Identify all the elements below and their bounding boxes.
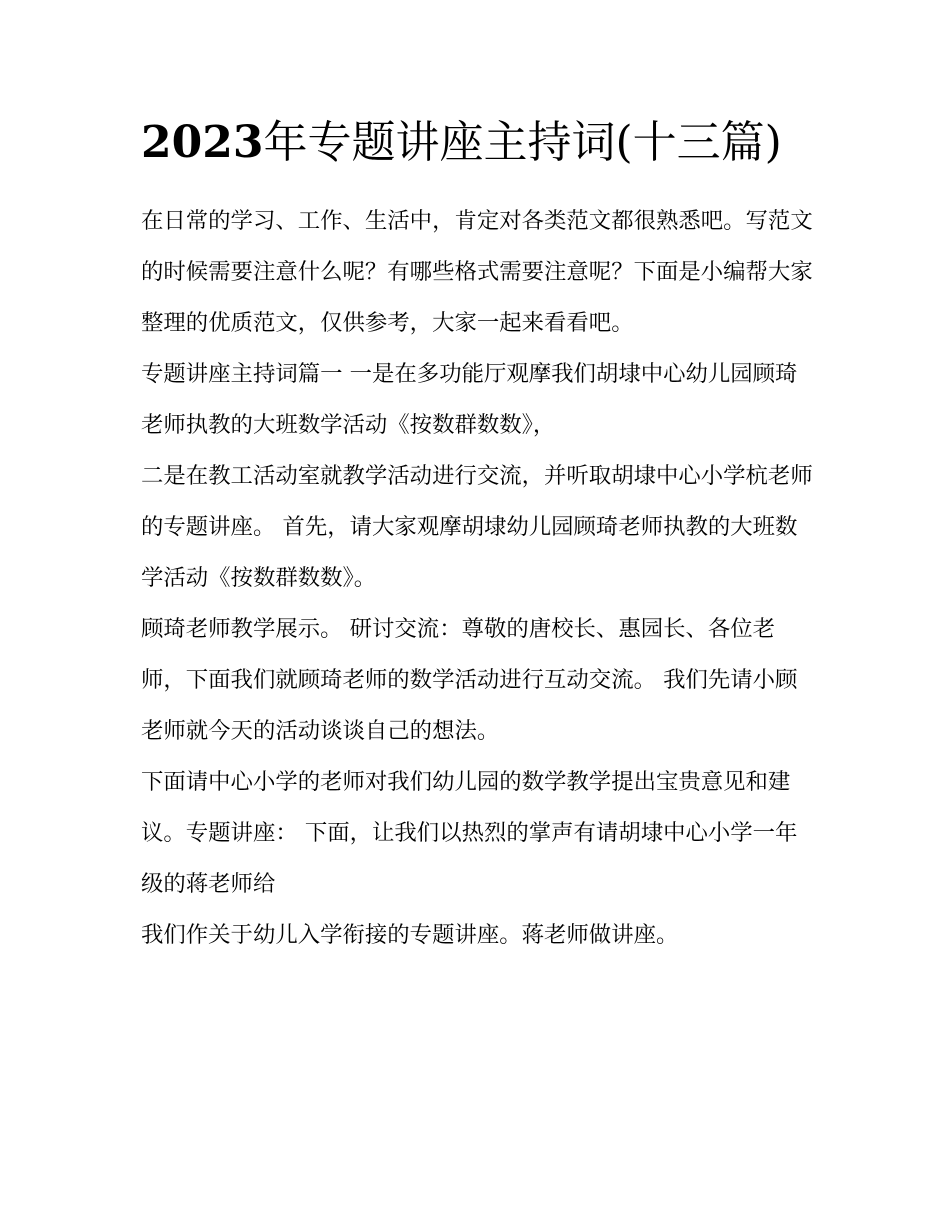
paragraph-2: 二是在教工活动室就教学活动进行交流，并听取胡埭中心小学杭老师的专题讲座。 首先，请大家观摩胡埭幼儿园顾琦老师执教的大班数学活动《按数群数数》。 [141,463,813,591]
paragraph-3: 顾琦老师教学展示。 研讨交流：尊敬的唐校长、惠园长、各位老师，下面我们就顾琦老师的数学活动进行互动交流。 我们先请小顾老师就今天的活动谈谈自己的想法。 [141,616,798,744]
paragraph-1: 专题讲座主持词篇一 一是在多功能厅观摩我们胡埭中心幼儿园顾琦老师执教的大班数学活动《按数群数数》， [141,361,798,438]
document-title [141,110,817,176]
paragraph-intro: 在日常的学习、工作、生活中，肯定对各类范文都很熟悉吧。写范文的时候需要注意什么呢？有哪些格式需要注意呢？下面是小编帮大家整理的优质范文，仅供参考，大家一起来看看吧。 [141,208,813,336]
paragraph-4: 下面请中心小学的老师对我们幼儿园的数学教学提出宝贵意见和建议。专题讲座： 下面，让我们以热烈的掌声有请胡埭中心小学一年级的蒋老师给 [141,769,798,897]
document-body [141,110,817,961]
title-text: 年专题讲座主持词(十三篇) [263,117,782,168]
paragraph-5: 我们作关于幼儿入学衔接的专题讲座。蒋老师做讲座。 [141,922,679,948]
title-year: 2023 [141,117,264,168]
